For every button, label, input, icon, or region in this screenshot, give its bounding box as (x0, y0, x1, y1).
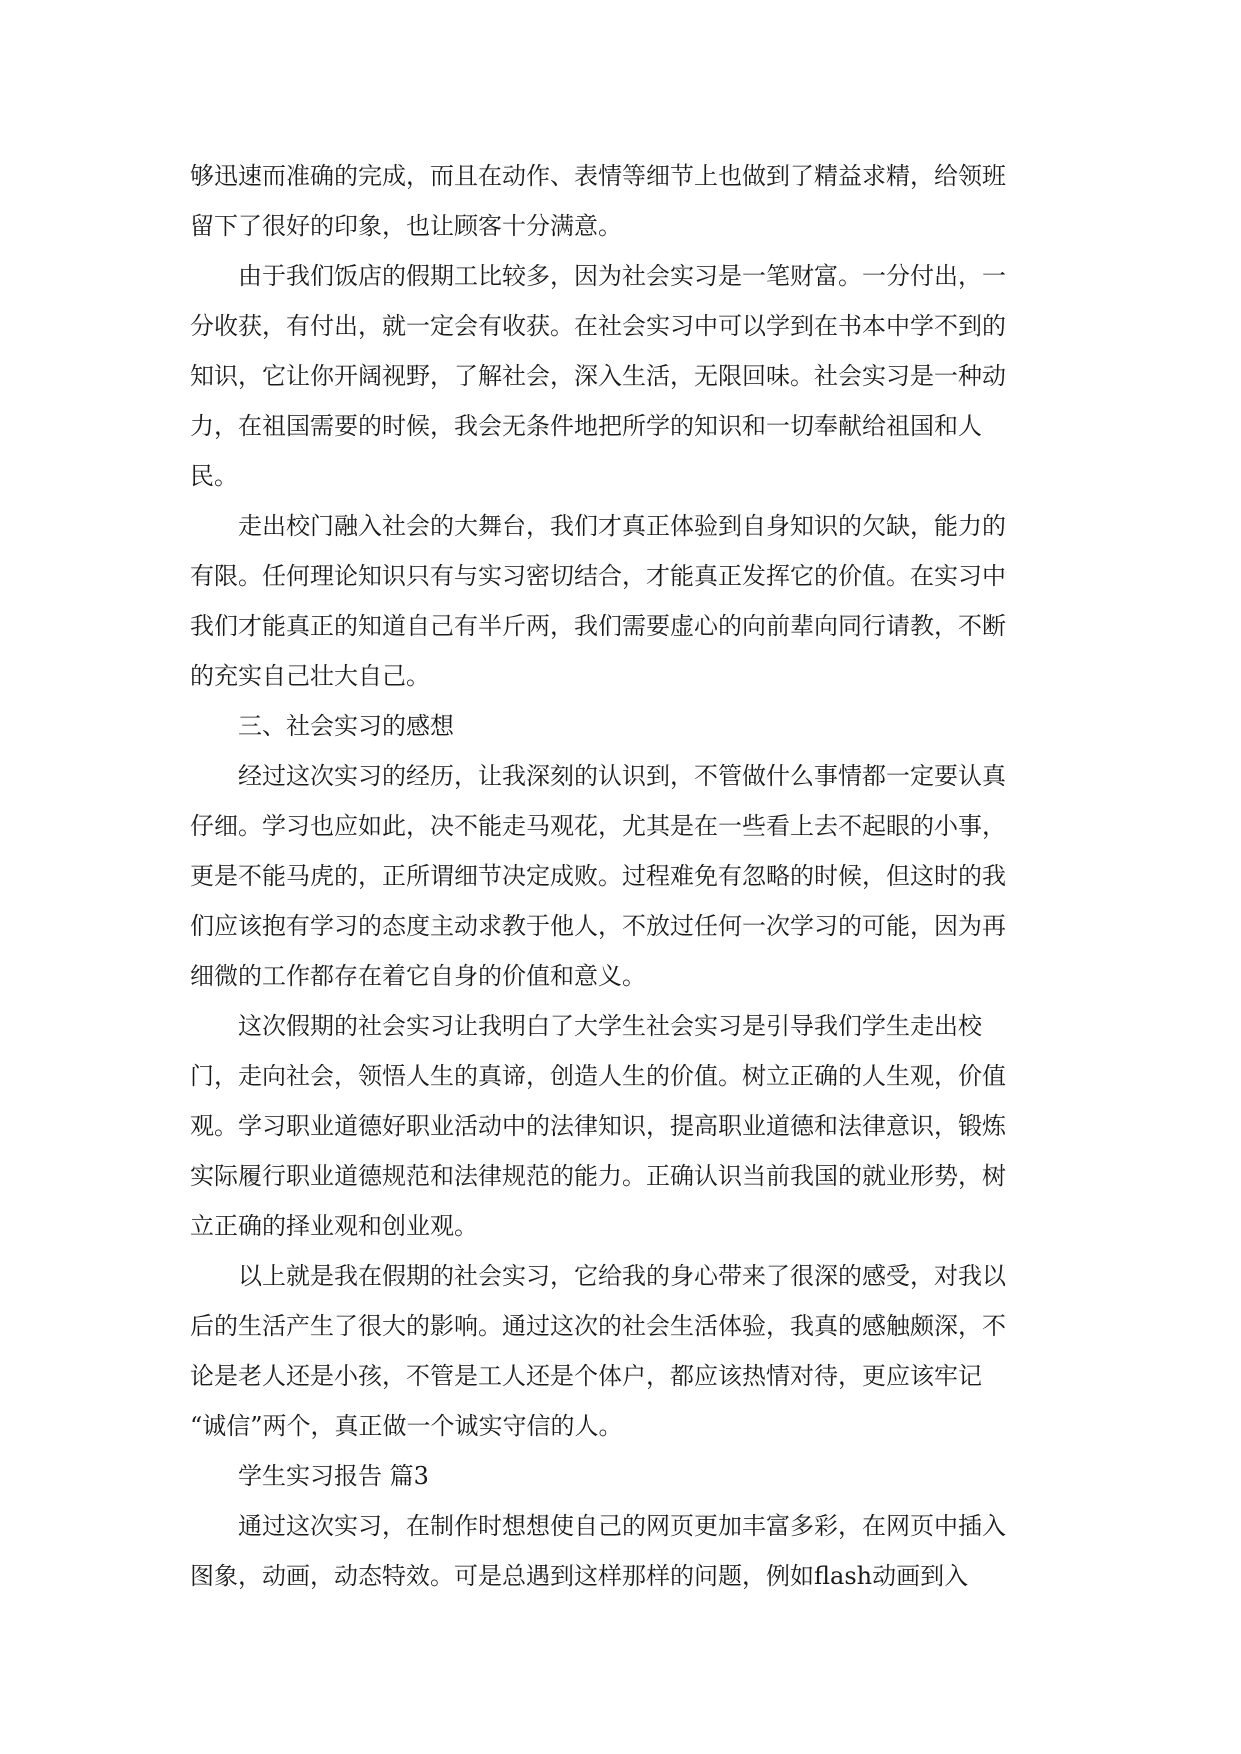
text-line: 仔细。学习也应如此，决不能走马观花，尤其是在一些看上去不起眼的小事， (190, 812, 1006, 840)
text-line: 门，走向社会，领悟人生的真谛，创造人生的价值。树立正确的人生观，价值 (190, 1062, 1006, 1090)
text-line: 图象，动画，动态特效。可是总遇到这样那样的问题，例如flash动画到入 (190, 1562, 969, 1590)
text-line: 细微的工作都存在着它自身的价值和意义。 (190, 962, 646, 990)
text-line: “诚信”两个，真正做一个诚实守信的人。 (190, 1412, 623, 1440)
text-line: 这次假期的社会实习让我明白了大学生社会实习是引导我们学生走出校 (238, 1012, 982, 1040)
text-line: 够迅速而准确的完成，而且在动作、表情等细节上也做到了精益求精，给领班 (190, 162, 1006, 190)
text-line: 们应该抱有学习的态度主动求教于他人，不放过任何一次学习的可能，因为再 (190, 912, 1006, 940)
section-heading: 学生实习报告 篇3 (238, 1462, 429, 1490)
text-line: 民。 (190, 462, 238, 490)
text-line: 论是老人还是小孩，不管是工人还是个体户，都应该热情对待，更应该牢记 (190, 1362, 982, 1390)
text-line: 分收获，有付出，就一定会有收获。在社会实习中可以学到在书本中学不到的 (190, 312, 1006, 340)
text-line: 由于我们饭店的假期工比较多，因为社会实习是一笔财富。一分付出，一 (238, 262, 1006, 290)
text-line: 经过这次实习的经历，让我深刻的认识到，不管做什么事情都一定要认真 (238, 762, 1006, 790)
text-line: 后的生活产生了很大的影响。通过这次的社会生活体验，我真的感触颇深，不 (190, 1312, 1006, 1340)
text-line: 实际履行职业道德规范和法律规范的能力。正确认识当前我国的就业形势，树 (190, 1162, 1006, 1190)
text-line: 以上就是我在假期的社会实习，它给我的身心带来了很深的感受，对我以 (238, 1262, 1006, 1290)
text-line: 有限。任何理论知识只有与实习密切结合，才能真正发挥它的价值。在实习中 (190, 562, 1006, 590)
text-line: 走出校门融入社会的大舞台，我们才真正体验到自身知识的欠缺，能力的 (238, 512, 1006, 540)
text-line: 知识，它让你开阔视野，了解社会，深入生活，无限回味。社会实习是一种动 (190, 362, 1006, 390)
text-line: 通过这次实习，在制作时想想使自己的网页更加丰富多彩，在网页中插入 (238, 1512, 1006, 1540)
text-line: 的充实自己壮大自己。 (190, 662, 430, 690)
text-line: 观。学习职业道德好职业活动中的法律知识，提高职业道德和法律意识，锻炼 (190, 1112, 1006, 1140)
text-line: 留下了很好的印象，也让顾客十分满意。 (190, 212, 622, 240)
section-heading: 三、社会实习的感想 (238, 712, 454, 740)
text-line: 立正确的择业观和创业观。 (190, 1212, 478, 1240)
text-line: 力，在祖国需要的时候，我会无条件地把所学的知识和一切奉献给祖国和人 (190, 412, 982, 440)
text-line: 更是不能马虎的，正所谓细节决定成败。过程难免有忽略的时候，但这时的我 (190, 862, 1006, 890)
text-line: 我们才能真正的知道自己有半斤两，我们需要虚心的向前辈向同行请教，不断 (190, 612, 1006, 640)
